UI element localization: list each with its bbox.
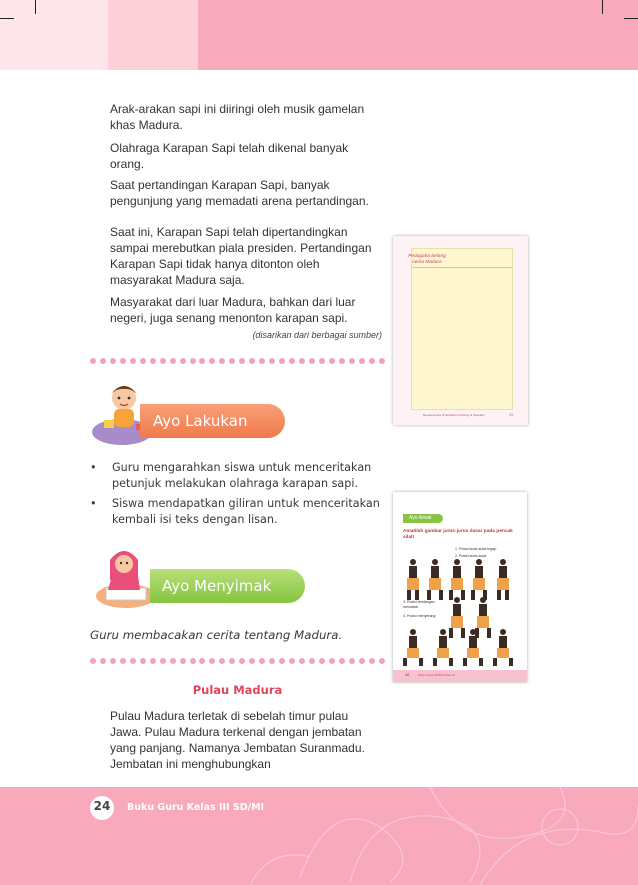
header-band-light: [0, 0, 108, 70]
crop-mark: [602, 0, 603, 14]
thumbnail-step: 3. Posisi tendangan mendatar: [403, 600, 435, 609]
page-thumbnail: [393, 492, 527, 682]
bullet-item: • Guru mengarahkan siswa untuk menceritakan petunjuk melakukan olahraga karapan sapi.: [90, 460, 380, 492]
thumbnail-page-number: 26: [405, 672, 410, 677]
header-band-pink: [198, 0, 638, 70]
thumbnail-step: 1. Posisi kuda-kuda tegap: [455, 547, 497, 551]
thumbnail-page-number: 25: [509, 412, 514, 417]
section-title: Ayo Lakukan: [153, 412, 248, 430]
paragraph: Saat pertandingan Karapan Sapi, banyak pengunjung yang memadati arena pertandingan.: [110, 178, 369, 208]
notebook-page: [411, 248, 513, 410]
paragraph: Masyarakat dari luar Madura, bahkan dari luar negeri, juga senang menonton karapan sapi.: [110, 295, 356, 325]
bullet-text: Guru mengarahkan siswa untuk menceritakan petunjuk melakukan olahraga karapan sapi.: [112, 461, 372, 490]
book-title: Buku Guru Kelas III SD/MI: [127, 802, 265, 813]
source-note: (disarikan dari berbagai sumber): [252, 330, 382, 340]
paragraph: Saat ini, Karapan Sapi telah dipertandingkan sampai merebutkan piala presiden. Pertandingan Karapan Sapi tidak hanya ditonton oleh masyarakat Madura saja.: [110, 225, 372, 287]
thumbnail-instruction: Amatilah gambar jurus-jurus dasar pada pencak silat!: [403, 529, 513, 540]
crop-mark: [624, 18, 638, 19]
crop-mark: [0, 18, 14, 19]
page-number: 24: [93, 799, 111, 813]
section-banner-ayo-menyimak: [150, 569, 305, 603]
thumbnail-banner: Ayo Amati: [403, 514, 443, 523]
section-banner-ayo-lakukan: [140, 404, 285, 438]
silat-figures-illustration: [401, 556, 521, 666]
section-title: Ayo Menyimak: [162, 577, 272, 595]
story-title: Pulau Madura: [192, 683, 283, 697]
thumbnail-step: 4. Posisi menyerang: [403, 614, 436, 618]
pinned-note: Pedagaha belang cerita Madura: [408, 254, 446, 265]
thumbnail-step: 2. Posisi kuda-kuda: [455, 554, 487, 558]
crop-mark: [35, 0, 36, 14]
footer-band: [0, 787, 638, 885]
thumbnail-footer-text: Benda-benda di Sekitarku (Karang di Sekolah): [423, 413, 485, 417]
paragraph: Arak-arakan sapi ini diiringi oleh musik gamelan khas Madura.: [110, 102, 365, 132]
header-band-mid: [108, 0, 198, 70]
bullet-text: Siswa mendapatkan giliran untuk menceritakan kembali isi teks dengan lisan.: [112, 497, 380, 526]
thumbnail-footer-text: Buku Siswa SD/MI Kelas III: [418, 673, 455, 677]
story-paragraph: Pulau Madura terletak di sebelah timur pulau Jawa. Pulau Madura terkenal dengan jembatan yang panjang. Namanya Jembatan Suranmadu. Jembatan ini menghubungkan: [110, 709, 365, 771]
section-text: Guru membacakan cerita tentang Madura.: [90, 628, 343, 642]
dotted-divider: [90, 657, 385, 665]
page-thumbnail: [393, 236, 528, 425]
bullet-item: • Siswa mendapatkan giliran untuk menceritakan kembali isi teks dengan lisan.: [90, 497, 380, 526]
paragraph: Olahraga Karapan Sapi telah dikenal banyak orang.: [110, 141, 349, 171]
dotted-divider: [90, 357, 385, 365]
